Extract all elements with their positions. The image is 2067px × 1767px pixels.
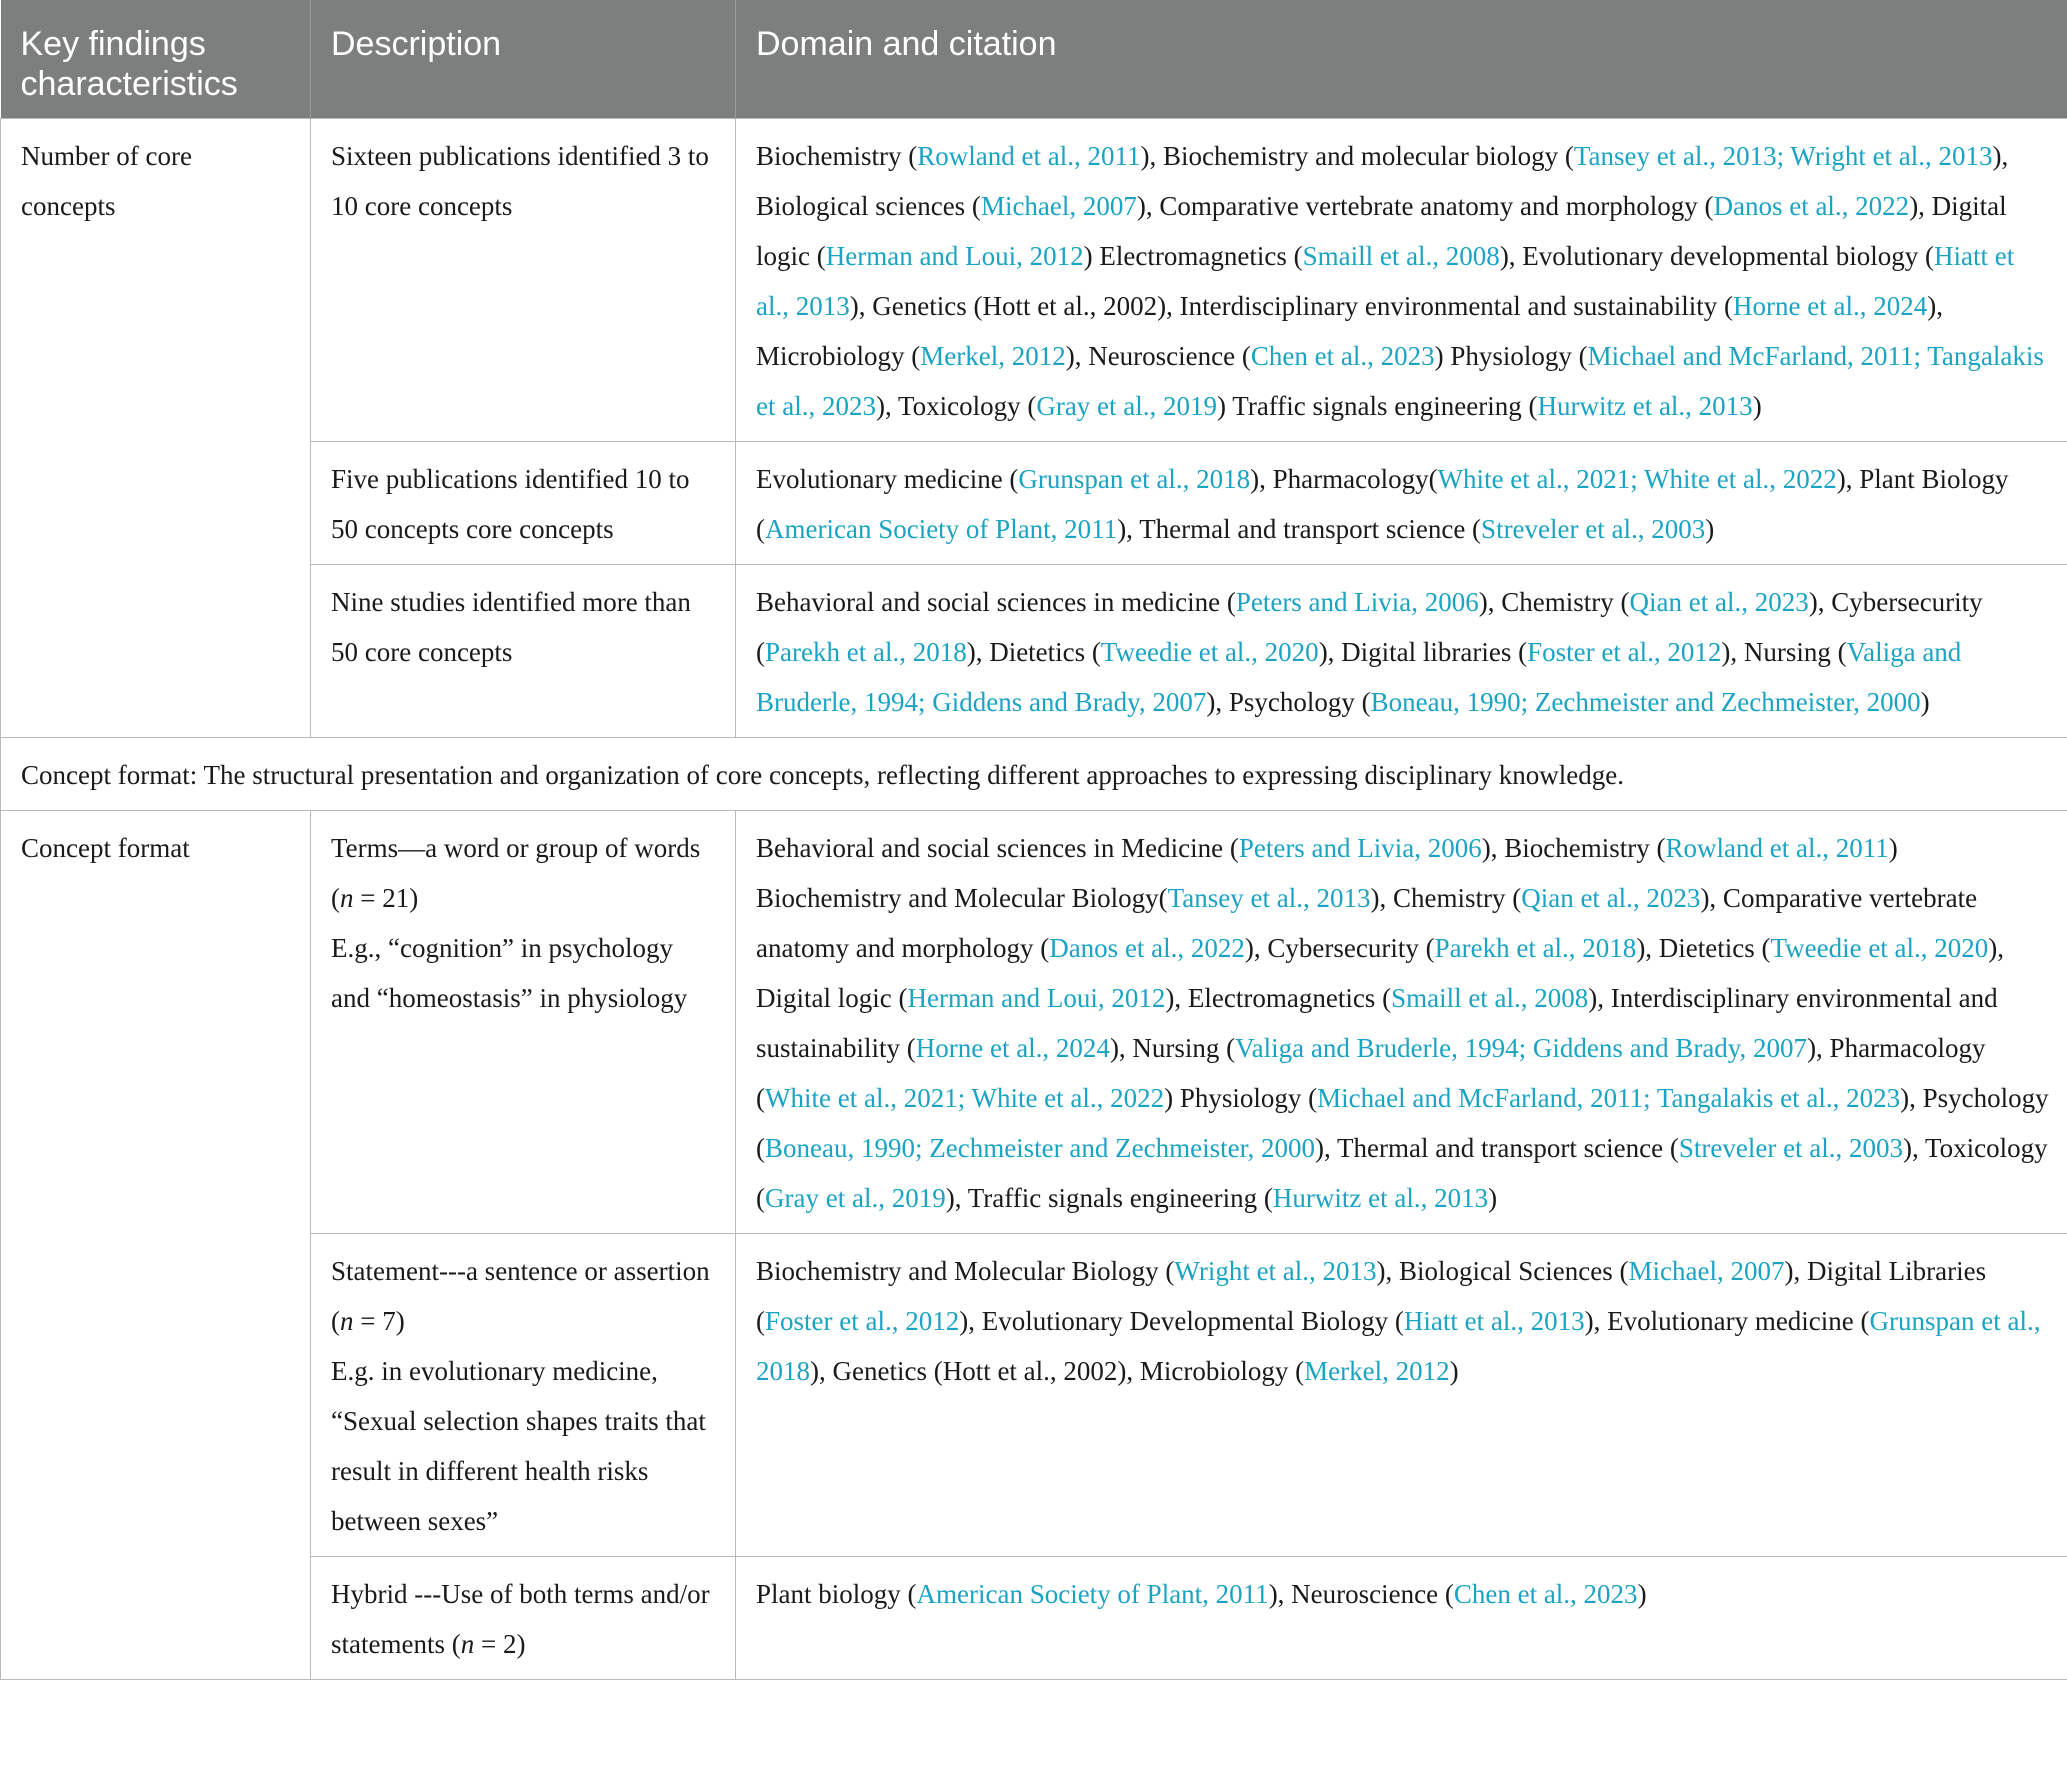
text-segment: ), Thermal and transport science ( (1315, 1133, 1679, 1163)
table-row (1, 1234, 2067, 1557)
citation-link[interactable]: Hiatt et al., 2013 (756, 241, 2015, 321)
citation-link[interactable]: Parekh et al., 2018 (765, 637, 967, 667)
text-segment: ), Evolutionary medicine ( (1584, 1306, 1870, 1336)
citation-link[interactable]: Boneau, 1990; Zechmeister and Zechmeister, 2000 (765, 1133, 1315, 1163)
text-segment: ) (1752, 391, 1762, 421)
italic-text: n (340, 1306, 354, 1336)
citation-link[interactable]: White et al., 2021; White et al., 2022 (765, 1083, 1165, 1113)
citation-link[interactable]: Grunspan et al., 2018 (1018, 464, 1251, 494)
text-segment: = 21) (353, 883, 419, 913)
text-segment: Biochemistry and Molecular Biology ( (756, 1256, 1175, 1286)
description-cell (311, 811, 736, 1234)
text-segment: ), Biochemistry ( (1481, 833, 1666, 863)
domain-citation-cell (736, 1557, 2067, 1680)
text-segment: ) (1705, 514, 1715, 544)
text-segment: ), Microbiology ( (756, 291, 1943, 371)
section-label-number-of-core-concepts: Number of core concepts (1, 119, 311, 738)
citation-link[interactable]: Merkel, 2012 (1304, 1356, 1450, 1386)
text-segment: ), Electromagnetics ( (1165, 983, 1392, 1013)
citation-link[interactable]: Danos et al., 2022 (1713, 191, 1910, 221)
citation-link[interactable]: Hurwitz et al., 2013 (1537, 391, 1753, 421)
text-segment: ), Digital logic ( (756, 191, 2007, 271)
text-segment: ), Toxicology ( (875, 391, 1037, 421)
text-segment: Statement---a sentence or assertion ( (331, 1256, 710, 1336)
text-segment: ) Traffic signals engineering ( (1217, 391, 1538, 421)
citation-link[interactable]: Gray et al., 2019 (765, 1183, 946, 1213)
text-segment: ), Evolutionary Developmental Biology ( (959, 1306, 1404, 1336)
citation-link[interactable]: Michael, 2007 (1628, 1256, 1785, 1286)
table-row (1, 119, 2067, 442)
citation-link[interactable]: Valiga and Bruderle, 1994; Giddens and Brady, 2007 (1235, 1033, 1808, 1063)
text-segment: Behavioral and social sciences in medicine ( (756, 587, 1236, 617)
text-segment: ), Genetics (Hott et al., 2002), Microbiology ( (810, 1356, 1305, 1386)
text-segment: ), Digital Libraries ( (756, 1256, 1987, 1336)
domain-citation-cell (736, 565, 2067, 738)
text-segment: ), Toxicology ( (756, 1133, 2048, 1213)
text-segment: ), Digital libraries ( (1318, 637, 1528, 667)
citation-link[interactable]: Tansey et al., 2013 (1167, 883, 1371, 913)
citation-link[interactable]: Peters and Livia, 2006 (1235, 587, 1479, 617)
text-segment: ), Evolutionary developmental biology ( (1499, 241, 1934, 271)
text-segment: ), Psychology ( (756, 1083, 2049, 1163)
citation-link[interactable]: Hiatt et al., 2013 (1403, 1306, 1585, 1336)
italic-text: n (340, 883, 354, 913)
citation-link[interactable]: Boneau, 1990; Zechmeister and Zechmeister, 2000 (1370, 687, 1921, 717)
description-cell: Nine studies identified more than 50 core concepts (311, 565, 736, 738)
text-segment: ), Pharmacology ( (756, 1033, 1986, 1113)
citation-link[interactable]: Chen et al., 2023 (1453, 1579, 1638, 1609)
citation-link[interactable]: Streveler et al., 2003 (1678, 1133, 1904, 1163)
citation-link[interactable]: Foster et al., 2012 (1527, 637, 1722, 667)
citation-link[interactable]: White et al., 2021; White et al., 2022 (1437, 464, 1837, 494)
domain-citation-cell (736, 811, 2067, 1234)
citation-link[interactable]: Foster et al., 2012 (765, 1306, 960, 1336)
text-segment: ) Physiology ( (1164, 1083, 1318, 1113)
text-segment: ), Biological sciences ( (756, 141, 2009, 221)
citation-link[interactable]: Peters and Livia, 2006 (1238, 833, 1482, 863)
citation-link[interactable]: Merkel, 2012 (920, 341, 1066, 371)
text-segment: ), Plant Biology ( (756, 464, 2009, 544)
text-segment: ), Chemistry ( (1370, 883, 1522, 913)
section-label-concept-format: Concept format (1, 811, 311, 1680)
domain-citation-cell (736, 442, 2067, 565)
citation-link[interactable]: Rowland et al., 2011 (1665, 833, 1889, 863)
text-segment: Biochemistry ( (756, 141, 918, 171)
text-segment: = 7) (353, 1306, 405, 1336)
text-segment: Terms—a word or group of words ( (331, 833, 701, 913)
citation-link[interactable]: Michael, 2007 (980, 191, 1137, 221)
table-row (1, 1557, 2067, 1680)
text-segment: ), Comparative vertebrate anatomy and morphology ( (756, 883, 1978, 963)
text-segment: ), Interdisciplinary environmental and sustainability ( (756, 983, 1998, 1063)
citation-link[interactable]: Horne et al., 2024 (915, 1033, 1110, 1063)
citation-link[interactable]: American Society of Plant, 2011 (916, 1579, 1269, 1609)
table-row (1, 565, 2067, 738)
text-segment: ), Cybersecurity ( (1244, 933, 1435, 963)
text-segment: ), Genetics (Hott et al., 2002), Interdisciplinary environmental and sustainability ( (849, 291, 1734, 321)
text-segment: ), Cybersecurity ( (756, 587, 1983, 667)
text-segment: ), Chemistry ( (1478, 587, 1630, 617)
citation-link[interactable]: Michael and McFarland, 2011; Tangalakis et al., 2023 (756, 341, 2044, 421)
text-segment: ), Nursing ( (1109, 1033, 1236, 1063)
text-segment: ), Traffic signals engineering ( (945, 1183, 1273, 1213)
text-segment: ) (1449, 1356, 1459, 1386)
citation-link[interactable]: Parekh et al., 2018 (1434, 933, 1637, 963)
citation-link[interactable]: Herman and Loui, 2012 (907, 983, 1166, 1013)
text-segment: E.g. in evolutionary medicine, “Sexual selection shapes traits that result in different health risks between sexes” (331, 1356, 706, 1536)
citation-link[interactable]: Herman and Loui, 2012 (825, 241, 1084, 271)
text-segment: Evolutionary medicine ( (756, 464, 1019, 494)
text-segment: Hybrid ---Use of both terms and/or statements ( (331, 1579, 710, 1659)
citation-link[interactable]: Tweedie et al., 2020 (1100, 637, 1319, 667)
description-cell (311, 1234, 736, 1557)
text-segment: ), Pharmacology( (1250, 464, 1438, 494)
citation-link[interactable]: Qian et al., 2023 (1629, 587, 1809, 617)
text-segment: ), Biological Sciences ( (1376, 1256, 1629, 1286)
text-segment: ) Electromagnetics ( (1083, 241, 1303, 271)
text-segment: Behavioral and social sciences in Medicine ( (756, 833, 1239, 863)
citation-link[interactable]: Streveler et al., 2003 (1481, 514, 1706, 544)
text-segment: = 2) (474, 1629, 526, 1659)
text-segment: ), Dietetics ( (966, 637, 1101, 667)
citation-link[interactable]: Horne et al., 2024 (1733, 291, 1928, 321)
text-segment: ) (1637, 1579, 1647, 1609)
citation-link[interactable]: Chen et al., 2023 (1250, 341, 1435, 371)
citation-link[interactable]: Smaill et al., 2008 (1391, 983, 1589, 1013)
concept-format-note-row (1, 738, 2067, 811)
citation-link[interactable]: Valiga and Bruderle, 1994; Giddens and Brady, 2007 (756, 637, 1962, 717)
citation-link[interactable]: Grunspan et al., 2018 (756, 1306, 2041, 1386)
italic-text: n (460, 1629, 475, 1659)
citation-link[interactable]: Michael and McFarland, 2011; Tangalakis et al., 2023 (1317, 1083, 1901, 1113)
table-row (1, 442, 2067, 565)
citation-link[interactable]: Danos et al., 2022 (1049, 933, 1245, 963)
citation-link[interactable]: Rowland et al., 2011 (917, 141, 1141, 171)
text-segment: ), Digital logic ( (756, 933, 2005, 1013)
domain-citation-cell (736, 119, 2067, 442)
text-segment: ), Neuroscience ( (1268, 1579, 1454, 1609)
text-segment: ) (1488, 1183, 1498, 1213)
citation-link[interactable]: Tansey et al., 2013; Wright et al., 2013 (1573, 141, 1993, 171)
citation-link[interactable]: Hurwitz et al., 2013 (1272, 1183, 1489, 1213)
description-cell: Five publications identified 10 to 50 concepts core concepts (311, 442, 736, 565)
citation-link[interactable]: Tweedie et al., 2020 (1770, 933, 1989, 963)
header-key-findings: Key findings characteristics (1, 0, 311, 119)
header-row (1, 0, 2067, 119)
text-segment: ), Biochemistry and molecular biology ( (1140, 141, 1574, 171)
text-segment: ) Biochemistry and Molecular Biology( (756, 833, 1898, 913)
description-cell: Sixteen publications identified 3 to 10 core concepts (311, 119, 736, 442)
citation-link[interactable]: Wright et al., 2013 (1174, 1256, 1377, 1286)
citation-link[interactable]: American Society of Plant, 2011 (765, 514, 1118, 544)
citation-link[interactable]: Gray et al., 2019 (1036, 391, 1218, 421)
domain-citation-cell (736, 1234, 2067, 1557)
text-segment: Plant biology ( (756, 1579, 917, 1609)
table-row (1, 811, 2067, 1234)
concept-format-note: Concept format: The structural presentation and organization of core concepts, reflecting different approaches to expressing disciplinary knowledge. (1, 738, 2067, 811)
text-segment: ), Nursing ( (1721, 637, 1847, 667)
text-segment: ), Psychology ( (1206, 687, 1371, 717)
citation-link[interactable]: Smaill et al., 2008 (1302, 241, 1500, 271)
citation-link[interactable]: Qian et al., 2023 (1521, 883, 1701, 913)
text-segment: ) (1920, 687, 1930, 717)
description-cell (311, 1557, 736, 1680)
text-segment: ), Neuroscience ( (1065, 341, 1251, 371)
text-segment: ), Dietetics ( (1636, 933, 1771, 963)
header-description: Description (311, 0, 736, 119)
header-domain-citation: Domain and citation (736, 0, 2067, 119)
text-segment: ), Comparative vertebrate anatomy and morphology ( (1136, 191, 1714, 221)
text-segment: E.g., “cognition” in psychology and “homeostasis” in physiology (331, 933, 688, 1013)
text-segment: ) Physiology ( (1434, 341, 1588, 371)
text-segment: ), Thermal and transport science ( (1117, 514, 1482, 544)
